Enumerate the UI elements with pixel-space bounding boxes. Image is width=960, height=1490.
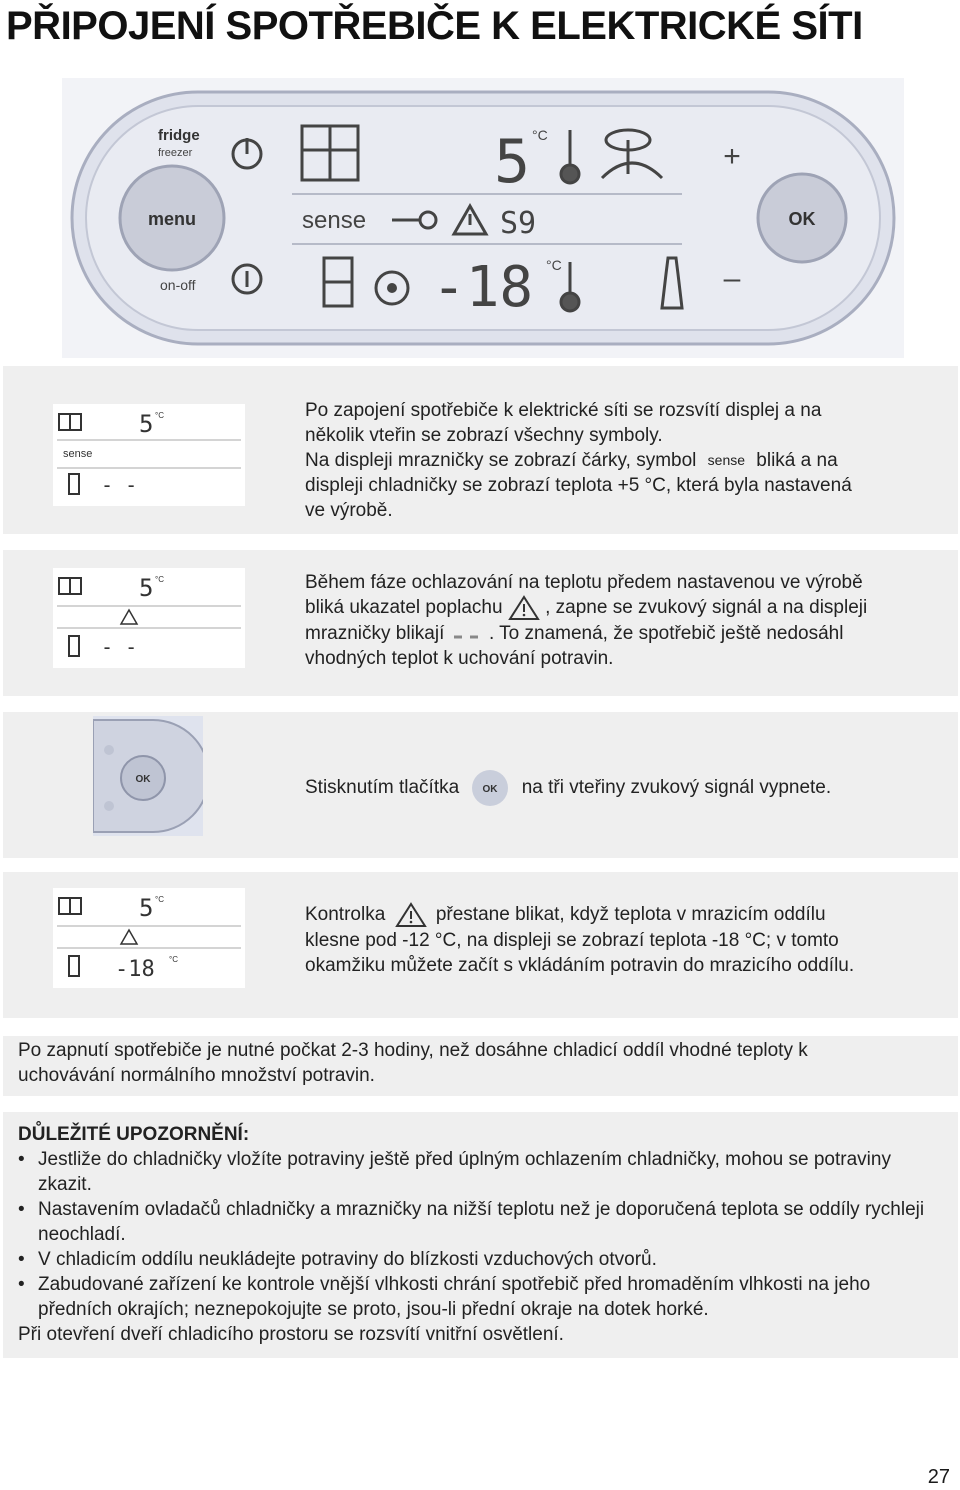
warning-closing: Při otevření dveří chladicího prostoru se rozsvítí vnitřní osvětlení.: [18, 1324, 564, 1345]
note-line2: uchovávání normálního množství potravin.: [18, 1065, 375, 1086]
warning-item: • Zabudované zařízení ke kontrole vnější vlhkosti chrání spotřebič před hromaděním vlhkosti na jeho předních okrajích; neznepokojujte se proto, jsou-li přední okraje na dotek horké.: [18, 1272, 948, 1322]
warning-list: [18, 1147, 948, 1322]
warning-heading: DŮLEŽITÉ UPOZORNĚNÍ:: [18, 1124, 250, 1145]
s2-line2b: , zapne se zvukový signál a na displeji: [545, 597, 868, 619]
svg-text:5: 5: [139, 894, 154, 922]
s4-line1: [305, 902, 854, 928]
control-panel-image: [62, 78, 904, 358]
page-title: PŘIPOJENÍ SPOTŘEBIČE K ELEKTRICKÉ SÍTI: [6, 4, 863, 48]
note-text: [18, 1038, 808, 1088]
info-section-4: [3, 872, 958, 1018]
info-section-2: [3, 550, 958, 696]
svg-text:5: 5: [139, 574, 154, 602]
page-number: 27: [927, 1466, 950, 1488]
svg-text:°C: °C: [155, 895, 164, 904]
brand-label: fridge: [158, 127, 200, 144]
s3-text: [305, 768, 831, 808]
fridge-temp: 5: [494, 127, 531, 197]
dashes-icon: [450, 623, 484, 645]
freezer-temp-unit: °C: [546, 257, 562, 273]
s1-line5: ve výrobě.: [305, 500, 393, 522]
s3-text-a: Stisknutím tlačítka: [305, 777, 460, 799]
svg-text:5: 5: [139, 410, 154, 438]
s4-line3: okamžiku můžete začít s vkládáním potravin do mrazicího oddílu.: [305, 955, 855, 976]
ok-label: OK: [788, 209, 816, 229]
display-mini-2: [53, 568, 245, 668]
svg-text:sense: sense: [63, 448, 93, 460]
s1-line1: Po zapojení spotřebiče k elektrické síti se rozsvítí displej a na: [305, 400, 822, 421]
onoff-label: on-off: [160, 277, 196, 293]
s2-line2: [305, 595, 867, 621]
warning-item: • Nastavením ovladačů chladničky a mrazničky na nižší teplotu než je doporučená teplota se oddíly rychleji neochladí.: [18, 1197, 948, 1247]
s2-line3b: . To znamená, že spotřebič ještě nedosáhl: [488, 623, 844, 644]
warning-item: • V chladicím oddílu neukládejte potraviny do blízkosti vzduchových otvorů.: [18, 1247, 948, 1272]
minus-button: –: [723, 262, 741, 295]
s4-line1b: přestane blikat, když teplota v mrazicím oddílu: [435, 904, 826, 926]
s3-text-b: na tři vteřiny zvukový signál vypnete.: [521, 777, 832, 799]
display-mini-4: [53, 888, 245, 988]
svg-text:- -: - -: [101, 635, 138, 659]
plus-button: +: [723, 140, 741, 173]
svg-text:°C: °C: [155, 411, 164, 420]
s1-line3a: Na displeji mrazničky se zobrazí čárky, symbol: [305, 450, 697, 471]
svg-text:-18: -18: [115, 957, 155, 982]
info-section-1: [3, 366, 958, 534]
s2-line4: vhodných teplot k uchování potravin.: [305, 648, 614, 669]
s2-line3a: mrazničky blikají: [305, 623, 445, 644]
s1-line3b: bliká a na: [756, 450, 838, 471]
alarm-icon: [508, 595, 540, 621]
sense-label: sense: [302, 207, 367, 234]
s2-line2a: bliká ukazatel poplachu: [305, 597, 503, 619]
info-section-3: [3, 712, 958, 858]
note-line1: Po zapnutí spotřebiče je nutné počkat 2-3 hodiny, než dosáhne chladicí oddíl vhodné teploty k: [18, 1040, 808, 1061]
warning-item: • Jestliže do chladničky vložíte potraviny ještě před úplným ochlazením chladničky, mohou se potraviny zkazit.: [18, 1147, 948, 1197]
s4-line2: klesne pod -12 °C, na displeji se zobrazí teplota -18 °C; v tomto: [305, 930, 839, 951]
ok-icon: [464, 768, 516, 808]
svg-text:°C: °C: [169, 955, 178, 964]
ok-button-image: [93, 716, 203, 836]
svg-text:- -: - -: [101, 473, 138, 497]
s1-line3: [305, 448, 852, 473]
s1-line4: displeji chladničky se zobrazí teplota +5 °C, která byla nastavená: [305, 475, 852, 497]
svg-text:OK: OK: [482, 784, 498, 795]
svg-text:OK: OK: [135, 774, 151, 785]
display-mini-1: [53, 404, 245, 506]
mode-label: S9: [500, 206, 537, 241]
svg-text:°C: °C: [155, 575, 164, 584]
warning-content: [18, 1122, 948, 1347]
sense-icon: sense: [707, 452, 746, 469]
alarm-icon: [391, 902, 431, 928]
freezer-temp: -18: [432, 255, 534, 320]
s1-line2: několik vteřin se zobrazí všechny symboly.: [305, 425, 663, 446]
fridge-temp-unit: °C: [532, 127, 548, 143]
s2-line3: [305, 621, 867, 646]
s4-line1a: Kontrolka: [305, 904, 386, 926]
brand-sub-label: freezer: [158, 147, 193, 159]
s2-line1: Během fáze ochlazování na teplotu předem nastavenou ve výrobě: [305, 572, 863, 593]
menu-label: menu: [147, 209, 197, 229]
